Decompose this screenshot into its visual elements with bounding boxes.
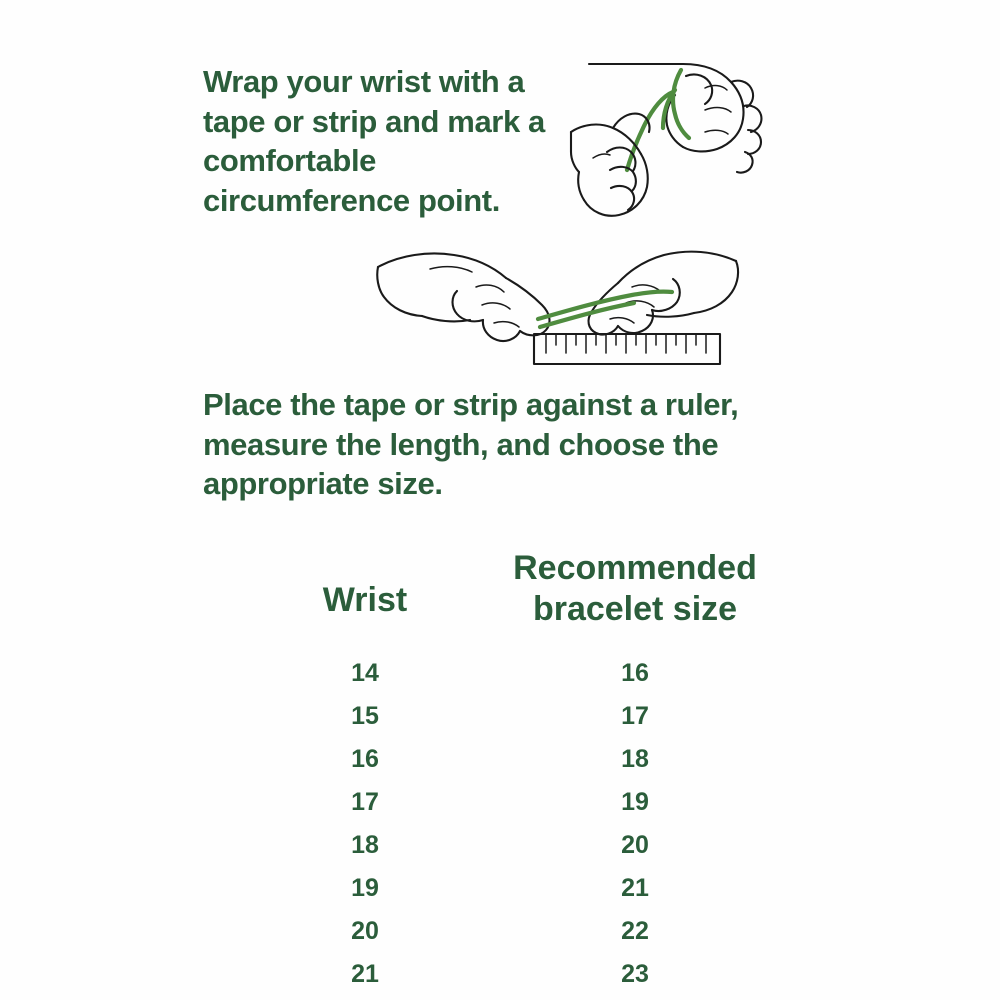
cell-wrist: 17 [351, 787, 379, 816]
column-header-recommended-bracelet-size: Recommended bracelet size [513, 549, 757, 628]
cell-recommended: 18 [621, 744, 649, 773]
column-header-wrist: Wrist [322, 581, 408, 619]
cell-recommended: 23 [621, 959, 649, 988]
cell-recommended: 20 [621, 830, 649, 859]
table-row [250, 652, 790, 695]
cell-wrist: 16 [351, 744, 379, 773]
table-row [250, 867, 790, 910]
table-row [250, 738, 790, 781]
cell-wrist: 18 [351, 830, 379, 859]
cell-wrist: 14 [351, 658, 379, 687]
table-row [250, 781, 790, 824]
table-row [250, 910, 790, 953]
table-row [250, 824, 790, 867]
size-table-header [250, 548, 790, 630]
cell-recommended: 17 [621, 701, 649, 730]
cell-recommended: 19 [621, 787, 649, 816]
cell-wrist: 15 [351, 701, 379, 730]
size-table-body [250, 652, 790, 996]
size-table [250, 548, 790, 996]
table-row [250, 953, 790, 996]
cell-recommended: 16 [621, 658, 649, 687]
cell-wrist: 20 [351, 916, 379, 945]
hands-measuring-tape-with-ruler-icon [370, 235, 745, 380]
cell-recommended: 22 [621, 916, 649, 945]
cell-recommended: 21 [621, 873, 649, 902]
table-row [250, 695, 790, 738]
step-1-instruction: Wrap your wrist with a tape or strip and mark a comfortable circumference point. [203, 64, 545, 219]
cell-wrist: 21 [351, 959, 379, 988]
step-2-instruction: Place the tape or strip against a ruler, measure the length, and choose the appropriate size. [203, 387, 739, 502]
hand-wrapping-tape-around-wrist-icon [555, 40, 785, 225]
cell-wrist: 19 [351, 873, 379, 902]
